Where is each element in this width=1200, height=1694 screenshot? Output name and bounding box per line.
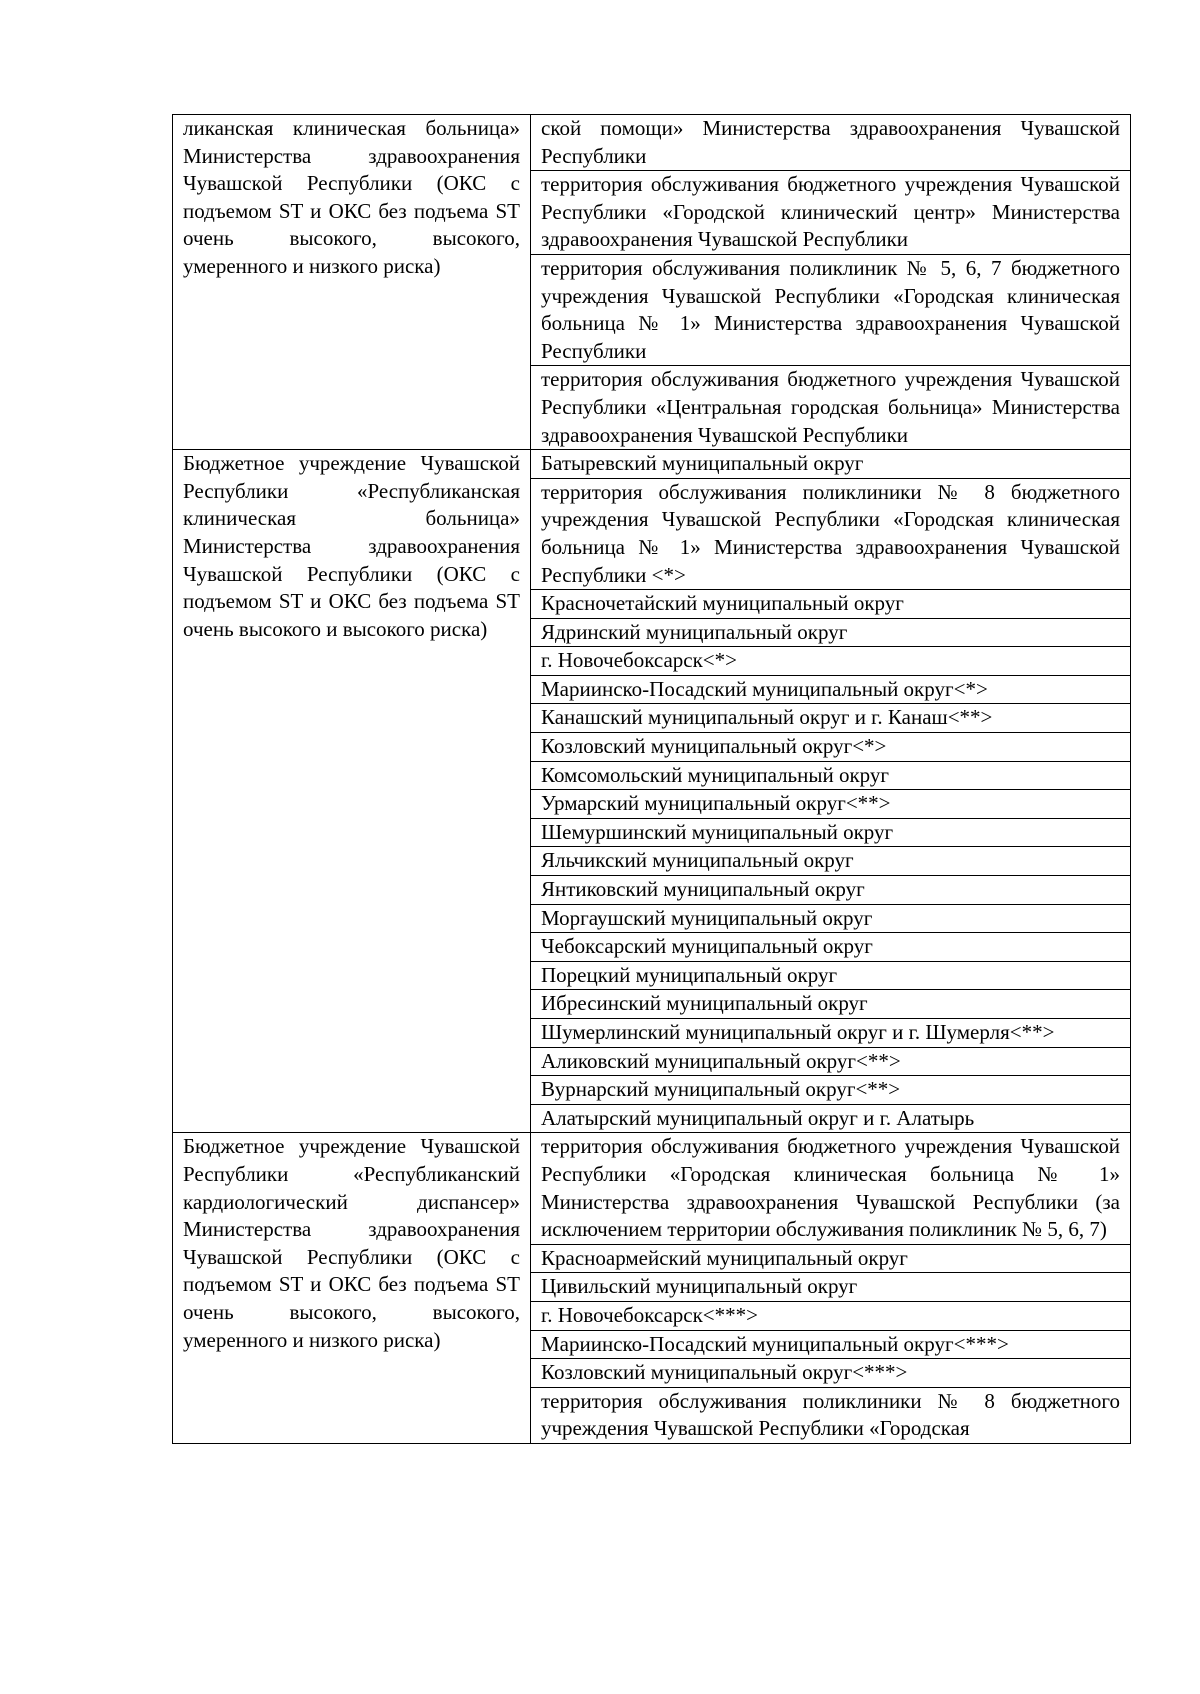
territory-cell: Ибресинский муниципальный округ bbox=[531, 990, 1131, 1019]
territory-cell: Комсомольский муниципальный округ bbox=[531, 761, 1131, 790]
territory-cell: г. Новочебоксарск<*> bbox=[531, 647, 1131, 676]
territory-cell: Порецкий муниципальный округ bbox=[531, 961, 1131, 990]
territory-cell: территория обслуживания поликлиник № 5, 6, 7 бюджетного учреждения Чувашской Республики «Городская клиническая больница № 1» Министерства здравоохранения Чувашской Республики bbox=[531, 254, 1131, 365]
territory-cell: Алатырский муниципальный округ и г. Алатырь bbox=[531, 1104, 1131, 1133]
territory-cell: Вурнарский муниципальный округ<**> bbox=[531, 1076, 1131, 1105]
territory-cell: Мариинско-Посадский муниципальный округ<***> bbox=[531, 1330, 1131, 1359]
territory-cell: территория обслуживания поликлиники № 8 бюджетного учреждения Чувашской Республики «Городская bbox=[531, 1387, 1131, 1443]
territory-cell: территория обслуживания бюджетного учреждения Чувашской Республики «Городская клиническая больница № 1» Министерства здравоохранения Чувашской Республики (за исключением территории обслуживания поликлиник № 5, 6, 7) bbox=[531, 1133, 1131, 1244]
territory-cell: г. Новочебоксарск<***> bbox=[531, 1301, 1131, 1330]
routing-table bbox=[172, 114, 1131, 1444]
territory-cell: Моргаушский муниципальный округ bbox=[531, 904, 1131, 933]
territory-cell: Шемуршинский муниципальный округ bbox=[531, 818, 1131, 847]
territory-cell: Шумерлинский муниципальный округ и г. Шумерля<**> bbox=[531, 1019, 1131, 1048]
territory-cell: Ядринский муниципальный округ bbox=[531, 618, 1131, 647]
table-row bbox=[173, 1133, 1131, 1244]
territory-cell: Мариинско-Посадский муниципальный округ<*> bbox=[531, 675, 1131, 704]
institution-cell: ликанская клиническая больница» Министерства здравоохранения Чувашской Республики (ОКС с подъемом ST и ОКС без подъема ST очень высокого, высокого, умеренного и низкого риска) bbox=[173, 115, 531, 450]
territory-cell: территория обслуживания поликлиники № 8 бюджетного учреждения Чувашской Республики «Городская клиническая больница № 1» Министерства здравоохранения Чувашской Республики <*> bbox=[531, 478, 1131, 589]
institution-cell: Бюджетное учреждение Чувашской Республики «Республиканский кардиологический диспансер» Министерства здравоохранения Чувашской Республики (ОКС с подъемом ST и ОКС без подъема ST очень высокого, высокого, умеренного и низкого риска) bbox=[173, 1133, 531, 1444]
territory-cell: Канашский муниципальный округ и г. Канаш<**> bbox=[531, 704, 1131, 733]
territory-cell: Яльчикский муниципальный округ bbox=[531, 847, 1131, 876]
territory-cell: Янтиковский муниципальный округ bbox=[531, 876, 1131, 905]
territory-cell: Красночетайский муниципальный округ bbox=[531, 590, 1131, 619]
territory-cell: Аликовский муниципальный округ<**> bbox=[531, 1047, 1131, 1076]
territory-cell: Батыревский муниципальный округ bbox=[531, 450, 1131, 479]
territory-cell: Красноармейский муниципальный округ bbox=[531, 1244, 1131, 1273]
territory-cell: территория обслуживания бюджетного учреждения Чувашской Республики «Городской клинический центр» Министерства здравоохранения Чувашской Республики bbox=[531, 171, 1131, 255]
territory-cell: ской помощи» Министерства здравоохранения Чувашской Республики bbox=[531, 115, 1131, 171]
territory-cell: Чебоксарский муниципальный округ bbox=[531, 933, 1131, 962]
institution-cell: Бюджетное учреждение Чувашской Республики «Республиканская клиническая больница» Министерства здравоохранения Чувашской Республики (ОКС с подъемом ST и ОКС без подъема ST очень высокого и высокого риска) bbox=[173, 450, 531, 1133]
territory-cell: Урмарский муниципальный округ<**> bbox=[531, 790, 1131, 819]
table-row bbox=[173, 450, 1131, 479]
territory-cell: Козловский муниципальный округ<*> bbox=[531, 733, 1131, 762]
territory-cell: территория обслуживания бюджетного учреждения Чувашской Республики «Центральная городская больница» Министерства здравоохранения Чувашской Республики bbox=[531, 366, 1131, 450]
territory-cell: Цивильский муниципальный округ bbox=[531, 1273, 1131, 1302]
territory-cell: Козловский муниципальный округ<***> bbox=[531, 1359, 1131, 1388]
table-row bbox=[173, 115, 1131, 171]
